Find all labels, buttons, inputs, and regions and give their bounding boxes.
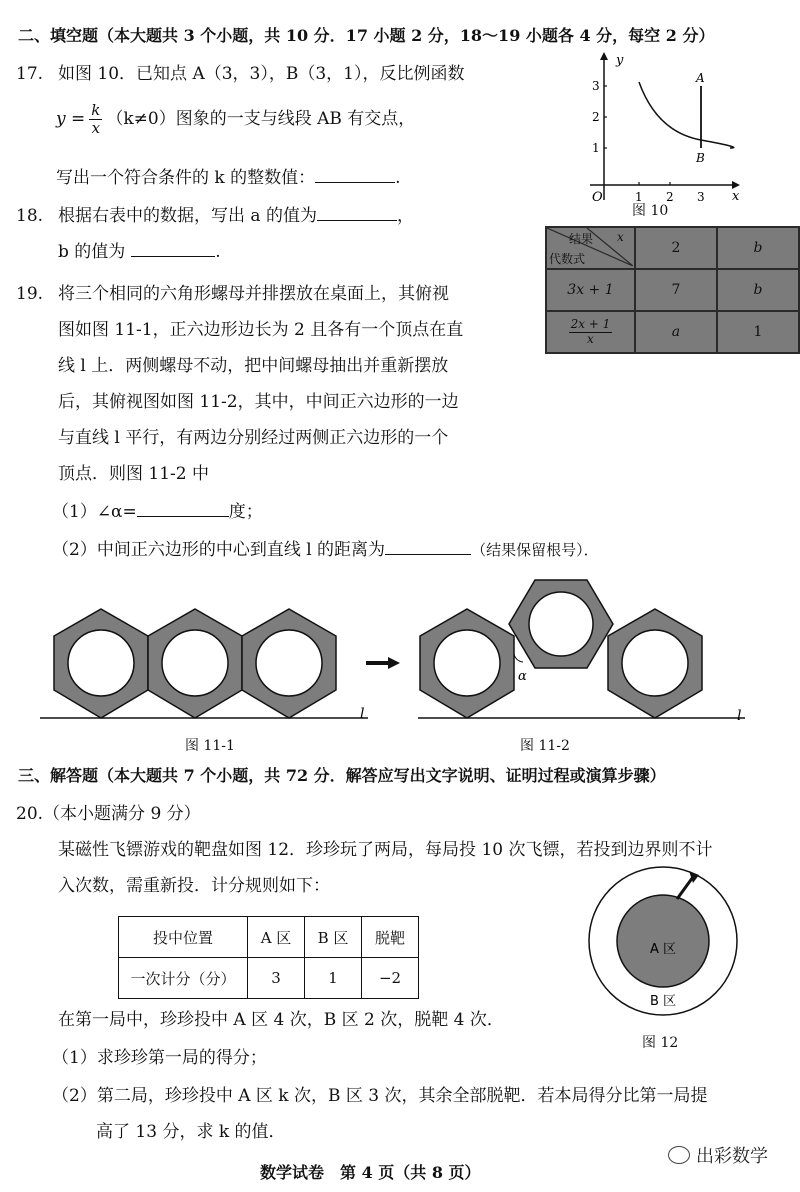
table-18-row1-value-1: 7 — [635, 269, 717, 311]
question-19-sub2 — [52, 542, 599, 559]
function-lhs: y = — [56, 109, 86, 130]
question-19-sub1-unit: 度； — [228, 502, 263, 522]
answer-blank-b[interactable] — [131, 256, 215, 257]
question-20-line3: 在第一局中，珍珍投中 A 区 4 次，B 区 2 次，脱靶 4 次． — [58, 1010, 504, 1030]
table-18-row1-expression: 3x + 1 — [546, 269, 635, 311]
score-table-header-miss: 脱靶 — [362, 917, 419, 958]
question-20-number: 20. — [16, 804, 44, 824]
answer-blank-distance[interactable] — [385, 554, 471, 555]
x-axis-label: x — [732, 189, 740, 204]
figure-12-caption: 图 12 — [642, 1035, 679, 1051]
question-19-sub1-prompt: （1）∠α= — [52, 502, 137, 522]
alpha-label: α — [518, 669, 527, 684]
question-17-condition: （k≠0）图象的一支与线段 AB 有交点， — [106, 109, 416, 130]
figure-11-1 — [40, 609, 368, 722]
header-x: x — [617, 230, 624, 244]
row2-numerator: 2x + 1 — [570, 316, 611, 331]
question-19-line5: 与直线 l 平行，有两边分别经过两侧正六边形的一个 — [58, 428, 449, 448]
question-18-prompt-b: b 的值为 — [58, 242, 126, 262]
nut-hole — [256, 630, 322, 696]
question-20-sub2-line2: 高了 13 分，求 k 的值． — [96, 1122, 286, 1142]
origin-label: O — [592, 190, 603, 205]
watermark-text: 出彩数学 — [696, 1146, 768, 1167]
y-tick-2: 2 — [592, 110, 600, 124]
question-19-line1: 将三个相同的六角形螺母并排摆放在桌面上，其俯视 — [58, 284, 449, 304]
score-table-value-a: 3 — [248, 958, 305, 999]
line-l-label-2: l — [737, 708, 742, 724]
table-18-row1-value-2: b — [717, 269, 799, 311]
zone-a-label: A 区 — [649, 942, 677, 957]
score-table-value-miss: −2 — [362, 958, 419, 999]
x-tick-1: 1 — [635, 190, 643, 204]
figure-11-2-caption: 图 11-2 — [520, 738, 570, 754]
score-table-row-label: 一次计分（分） — [119, 958, 248, 999]
question-18-number: 18. — [16, 206, 44, 226]
line-l-label-1: l — [360, 706, 365, 722]
nut-hole — [68, 630, 134, 696]
question-20-header — [16, 806, 201, 823]
question-17-line3: 写出一个符合条件的 k 的整数值： . — [56, 168, 401, 188]
arrow-icon — [366, 657, 400, 669]
question-17-line1: 如图 10．已知点 A（3，3），B（3，1），反比例函数 — [58, 64, 465, 84]
answer-blank-alpha[interactable] — [137, 516, 229, 517]
score-table-header-position: 投中位置 — [119, 917, 248, 958]
table-18-row2-expression — [546, 311, 635, 353]
point-b-label: B — [696, 151, 705, 165]
table-18 — [545, 226, 800, 354]
score-table-value-b: 1 — [305, 958, 362, 999]
fraction-numerator: k — [91, 101, 101, 119]
header-expression: 代数式 — [549, 252, 586, 266]
x-tick-3: 3 — [697, 190, 705, 204]
figure-11-hexagon-nuts — [0, 572, 800, 732]
page-footer: 数学试卷 第 4 页（共 8 页） — [260, 1163, 481, 1182]
question-19-line3: 线 l 上．两侧螺母不动，把中间螺母抽出并重新摆放 — [58, 356, 449, 376]
zone-a-circle — [617, 895, 709, 987]
question-20-score-note: （本小题满分 9 分） — [43, 804, 201, 824]
question-19-sub2-prompt: （2）中间正六边形的中心到直线 l 的距离为 — [52, 540, 386, 560]
table-18-row2-value-2: 1 — [717, 311, 799, 353]
score-table — [118, 916, 419, 999]
zone-b-label: B 区 — [649, 994, 677, 1009]
question-19-sub2-note: （结果保留根号）． — [471, 541, 599, 559]
function-fraction — [89, 102, 102, 138]
question-20-sub2-line1: （2）第二局，珍珍投中 A 区 k 次，B 区 3 次，其余全部脱靶．若本局得分比第一局提 — [52, 1086, 708, 1106]
question-20-line2: 入次数，需重新投．计分规则如下： — [58, 876, 330, 896]
table-18-col-value-1: 2 — [635, 227, 717, 269]
question-19-line2: 图如图 11-1，正六边形边长为 2 且各有一个顶点在直 — [58, 320, 464, 340]
y-tick-3: 3 — [592, 79, 600, 93]
figure-11-1-caption: 图 11-1 — [185, 738, 235, 754]
question-19-line4: 后，其俯视图如图 11-2，其中，中间正六边形的一边 — [58, 392, 459, 412]
question-18-prompt-a: 根据右表中的数据，写出 a 的值为 — [58, 206, 317, 226]
question-17-line2 — [56, 102, 415, 138]
nut-hole — [434, 630, 500, 696]
question-17-prompt: 写出一个符合条件的 k 的整数值： — [56, 168, 316, 188]
question-18-line1: 根据右表中的数据，写出 a 的值为 ， — [58, 206, 414, 226]
y-tick-1: 1 — [592, 141, 600, 155]
nut-hole — [162, 630, 228, 696]
question-19-sub1 — [52, 504, 263, 521]
nut-hole — [622, 630, 688, 696]
x-tick-2: 2 — [666, 190, 674, 204]
score-table-header-b: B 区 — [305, 917, 362, 958]
header-result: 结果 — [569, 232, 594, 246]
fraction-denominator: x — [91, 119, 101, 138]
figure-11-2 — [418, 580, 745, 724]
table-18-row2-value-1: a — [635, 311, 717, 353]
section-heading-fill-in: 二、填空题（本大题共 3 个小题，共 10 分．17 小题 2 分，18～19 小题各 4 分，每空 2 分） — [18, 26, 715, 45]
question-20-sub1: （1）求珍珍第一局的得分； — [52, 1048, 267, 1068]
wechat-icon — [668, 1146, 690, 1164]
question-19-line6: 顶点．则图 11-2 中 — [58, 464, 209, 484]
hyperbola-curve — [639, 82, 734, 148]
figure-10-caption: 图 10 — [632, 203, 669, 219]
question-18-line2: b 的值为 . — [58, 242, 221, 262]
answer-blank-k[interactable] — [315, 182, 395, 183]
answer-blank-a[interactable] — [317, 220, 397, 221]
section-heading-solutions: 三、解答题（本大题共 7 个小题，共 72 分．解答应写出文字说明、证明过程或演算步骤） — [18, 766, 666, 785]
figure-10-graph — [582, 52, 742, 217]
row2-denominator: x — [587, 331, 594, 346]
y-axis-label: y — [616, 53, 624, 68]
table-18-diagonal-header — [546, 227, 635, 269]
table-18-col-value-2: b — [717, 227, 799, 269]
row2-fraction — [569, 318, 613, 347]
question-17-number: 17. — [16, 64, 44, 84]
point-a-label: A — [696, 71, 705, 85]
question-20-line1: 某磁性飞镖游戏的靶盘如图 12．珍珍玩了两局，每局投 10 次飞镖，若投到边界则不计 — [58, 840, 713, 860]
nut-hole — [529, 592, 593, 656]
watermark — [668, 1142, 768, 1168]
question-19-number: 19. — [16, 284, 44, 304]
score-table-header-a: A 区 — [248, 917, 305, 958]
angle-arc — [514, 654, 523, 662]
figure-12-dartboard — [585, 855, 745, 1025]
